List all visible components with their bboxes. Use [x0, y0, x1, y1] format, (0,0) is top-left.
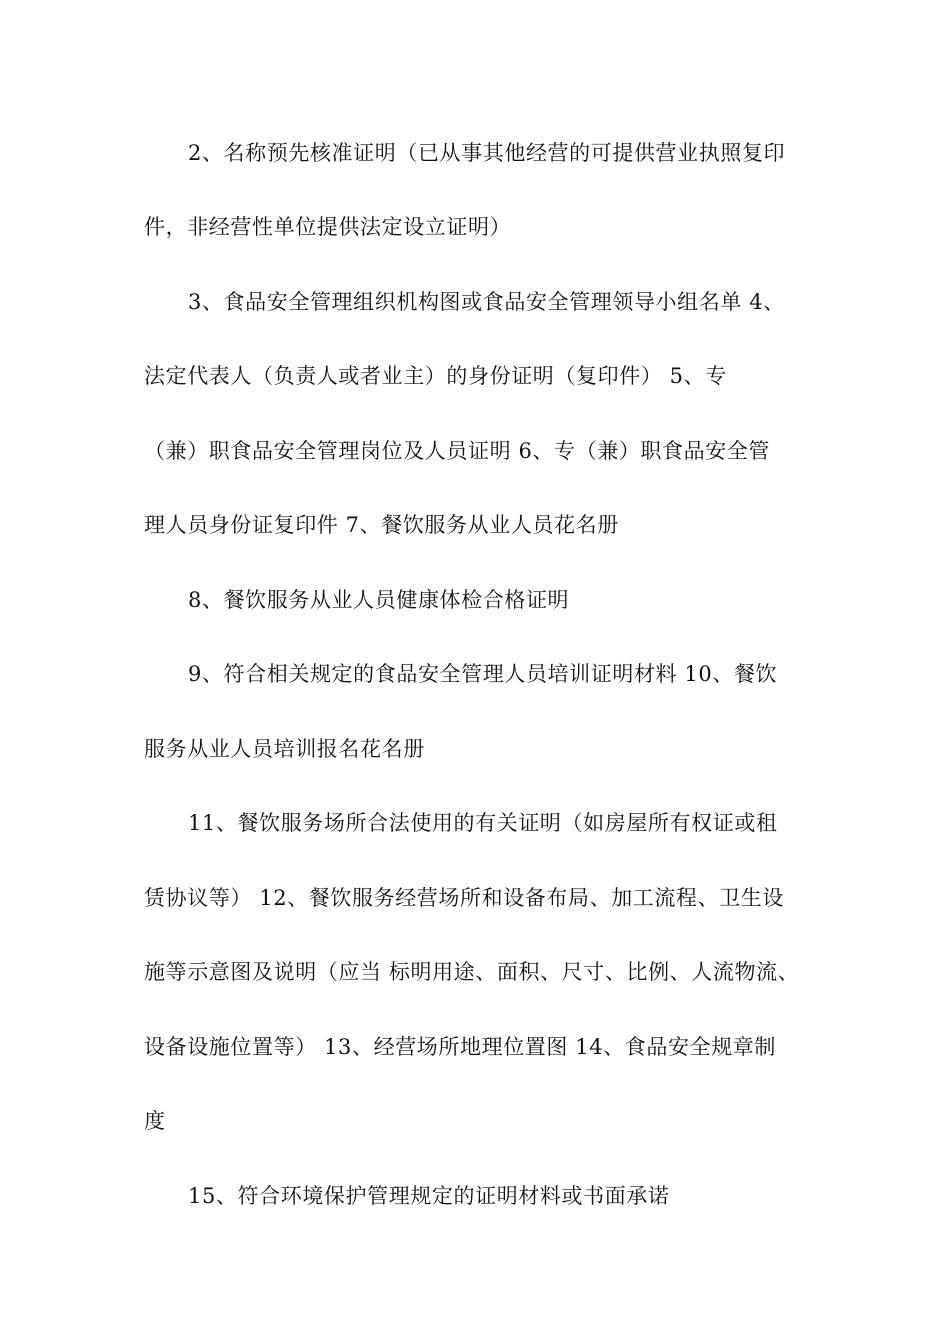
text-line: 赁协议等） 12、餐饮服务经营场所和设备布局、加工流程、卫生设 — [144, 886, 784, 910]
text-line: 设备设施位置等） 13、经营场所地理位置图 14、食品安全规章制 — [144, 1035, 776, 1059]
text-line: 2、名称预先核准证明（已从事其他经营的可提供营业执照复印 — [188, 141, 786, 165]
text-line: 11、餐饮服务场所合法使用的有关证明（如房屋所有权证或租 — [188, 811, 778, 835]
text-line: 3、食品安全管理组织机构图或食品安全管理领导小组名单 4、 — [188, 290, 785, 314]
text-line: 8、餐饮服务从业人员健康体检合格证明 — [188, 588, 570, 612]
text-line: 15、符合环境保护管理规定的证明材料或书面承诺 — [188, 1184, 670, 1208]
text-line: 9、符合相关规定的食品安全管理人员培训证明材料 10、餐饮 — [188, 662, 778, 686]
text-line: 施等示意图及说明（应当 标明用途、面积、尺寸、比例、人流物流、 — [144, 960, 800, 984]
text-line: 理人员身份证复印件 7、餐饮服务从业人员花名册 — [144, 513, 619, 537]
text-line: 度 — [144, 1109, 166, 1133]
text-line: （兼）职食品安全管理岗位及人员证明 6、专（兼）职食品安全管 — [144, 439, 771, 463]
text-line: 件，非经营性单位提供法定设立证明） — [144, 215, 512, 239]
text-line: 法定代表人（负责人或者业主）的身份证明（复印件） 5、专 — [144, 364, 727, 388]
text-line: 服务从业人员培训报名花名册 — [144, 737, 425, 761]
